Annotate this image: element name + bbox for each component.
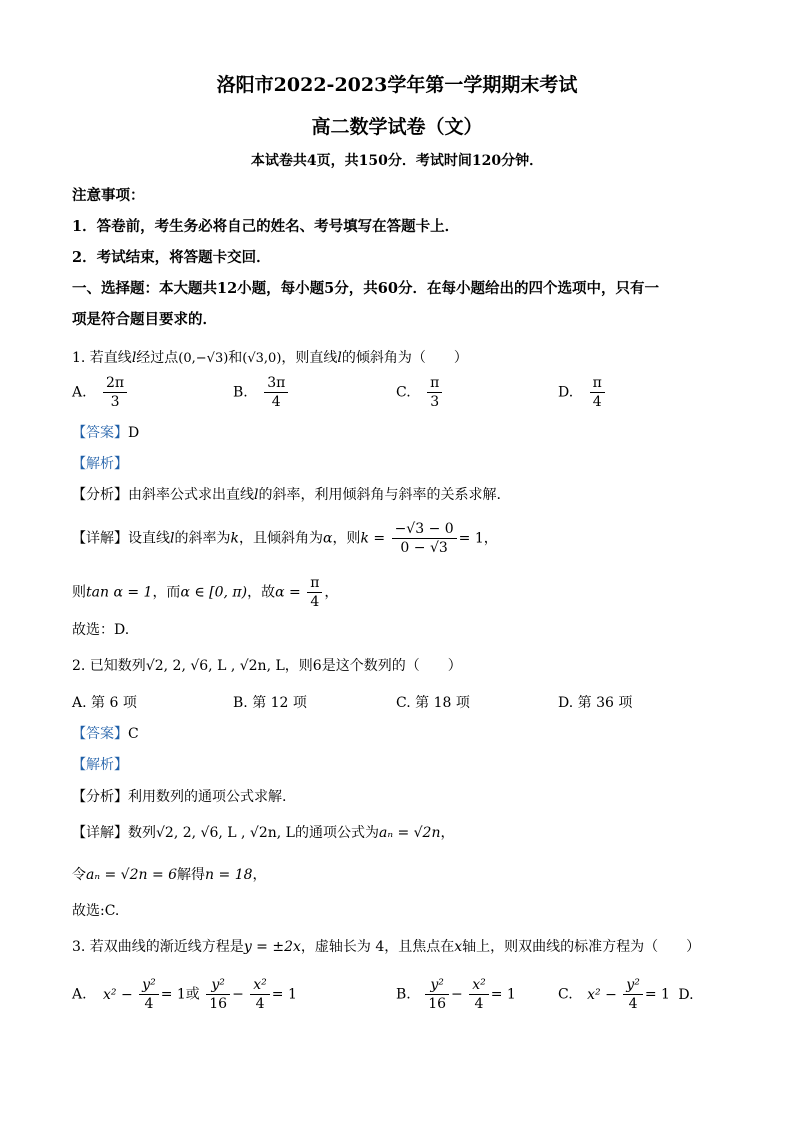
q3-option-a: A. x² − $\frac{\text{y²}}{4}$ = 1或 $\frac{\text{y²}}{16}$ − $\frac{\text{x²}}{4}$ = 1 [72,977,297,1012]
q3-stem: 3. 若双曲线的渐近线方程是y = ±2x，虚轴长为 4，且焦点在x轴上，则双曲线的标准方程为（ ） [72,939,701,955]
q2-choose: 故选:C. [72,903,120,919]
q1-option-d: D. $\frac{\pi}{4}$ [558,374,607,411]
section1-line1: 一、选择题：本大题共12小题，每小题5分，共60分．在每小题给出的四个选项中，只有一 [72,280,659,297]
q1-xiangjie: 【详解】设直线l的斜率为k，且倾斜角为α，则k = $\frac{-√3 - 0}{0 - √3}$ = 1， [72,521,498,556]
q3-option-b: B. $\frac{\text{y²}}{16}$ − $\frac{\text{x²}}{4}$ = 1 [396,977,516,1012]
q1-stem: 1. 若直线l经过点(0,−√3)和(√3,0)，则直线l的倾斜角为（ ） [72,350,468,366]
q1-fenxi: 【分析】由斜率公式求出直线l的斜率，利用倾斜角与斜率的关系求解. [72,487,501,503]
q2-fenxi: 【分析】利用数列的通项公式求解. [72,789,287,805]
q1-option-a: A. $\frac{2\pi}{3}$ [72,374,129,411]
q1-answer: 【答案】D [72,425,140,441]
q2-jiexi: 【解析】 [72,757,128,773]
q1-option-c: C. $\frac{\pi}{3}$ [396,374,444,411]
q2-option-b: B. 第 12 项 [233,695,307,711]
q2-option-d: D. 第 36 项 [558,695,633,711]
notice-item-1: 1．答卷前，考生务必将自己的姓名、考号填写在答题卡上． [72,218,460,235]
q2-option-c: C. 第 18 项 [396,695,470,711]
notice-item-2: 2．考试结束，将答题卡交回． [72,249,271,266]
q1-jiexi: 【解析】 [72,456,128,472]
q2-option-a: A. 第 6 项 [72,695,137,711]
notice-heading: 注意事项： [72,187,145,204]
section1-line2: 项是符合题目要求的． [72,311,217,328]
exam-subtitle: 高二数学试卷（文） [311,116,483,138]
q2-answer: 【答案】C [72,726,139,742]
q2-xiangjie: 【详解】数列√2, 2, √6, L , √2n, L的通项公式为aₙ = √2n， [72,825,455,841]
exam-title: 洛阳市2022-2023学年第一学期期末考试 [216,74,578,96]
q2-line2: 令aₙ = √2n = 6解得n = 18， [72,867,267,883]
q3-option-c: C. x² − $\frac{\text{y²}}{4}$ = 1 D. [558,977,694,1012]
exam-note: 本试卷共4页，共150分．考试时间120分钟． [250,153,544,169]
q2-stem: 2. 已知数列√2, 2, √6, L , √2n, L，则6是这个数列的（ ） [72,658,462,674]
q1-choose: 故选：D. [72,622,130,638]
q3-option-d: D. [678,986,694,1003]
q1-line2: 则tan α = 1，而α ∈ [0, π)，故α = $\frac{\pi}{4}$ ， [72,575,339,610]
q1-option-b: B. $\frac{3\pi}{4}$ [233,374,290,411]
